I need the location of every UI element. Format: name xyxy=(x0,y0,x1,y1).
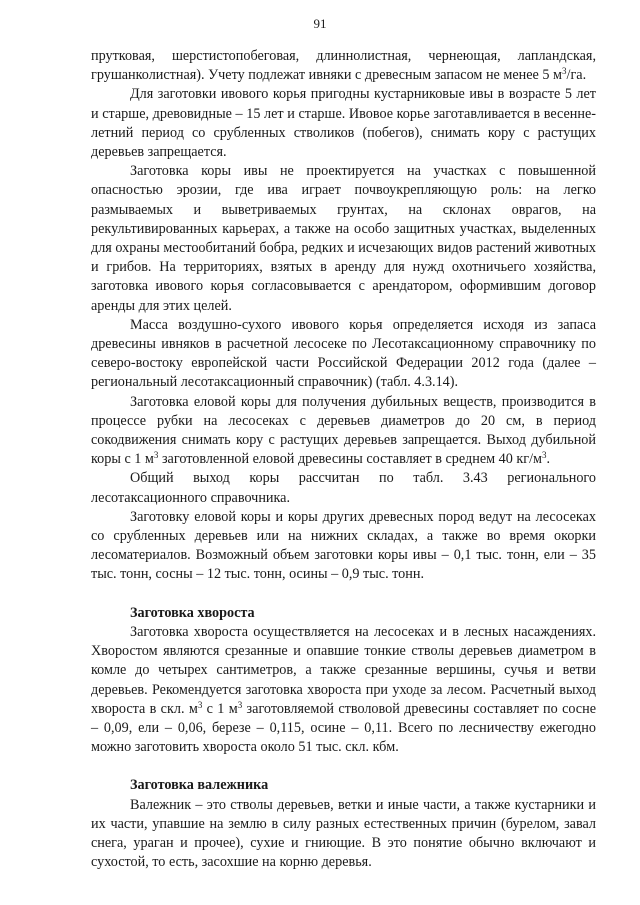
paragraph-deadwood: Валежник – это стволы деревьев, ветки и иные части, а также кустарники и их части, упавшие на землю в силу разных естественных причин (бурелом, завал снега, ураган и прочее), сухие и гниющие. В это понятие обычно включают и сухостой, то есть, засохшие на корню деревья. xyxy=(91,796,596,871)
paragraph-bark-volume: Заготовку еловой коры и коры других древесных пород ведут на лесосеках со срубленных деревьев или на нижних складах, а также во время окорки лесоматериалов. Возможный объем заготовки коры ивы – 0,1 тыс. тонн, ели – 35 тыс. тонн, сосны – 12 тыс. тонн, осины – 0,9 тыс. тонн. xyxy=(91,508,596,583)
paragraph-brushwood: Заготовка хвороста осуществляется на лесосеках и в лесных насаждениях. Хворостом являются срезанные и опавшие тонкие стволы деревьев диаметром в комле до четырех сантиметров, а также срезанные вершины, сучья и ветви деревьев. Рекомендуется заготовка хвороста при уходе за лесом. Расчетный выход хвороста в скл. $м^3$ с 1 $м^3$ заготовляемой стволовой древесины составляет по сосне – 0,09, ели – 0,06, березе – 0,115, осине – 0,11. Всего по лесничеству ежегодно можно заготовить хвороста около 51 тыс. скл. кбм. xyxy=(91,623,596,756)
paragraph-erosion-restrictions: Заготовка коры ивы не проектируется на участках с повышенной опасностью эрозии, где ива играет почвоукрепляющую роль: на легко размываемых и выветриваемых грунтах, на склонах оврагов, на рекультивированных карьерах, а также на особо защитных участках, выделенных для охраны местообитаний бобра, редких и исчезающих видов растений животных и грибов. На территориях, взятых в аренду для нужд охотничьего хозяйства, заготовка ивового корья согласовывается с арендатором, оформившим договор аренды для этих целей. xyxy=(91,163,596,314)
page-number: 91 xyxy=(313,16,327,31)
paragraph-bark-mass: Масса воздушно-сухого ивового корья определяется исходя из запаса древесины ивняков в расчетной лесосеке по Лесотаксационному справочнику по северо-востоку европейской части Российской Федерации 2012 года (далее – региональный лесотаксационный справочник) (табл. 4.3.14). xyxy=(91,316,596,391)
section-heading-deadwood: Заготовка валежника xyxy=(130,777,269,794)
paragraph-willow-bark-age: Для заготовки ивового корья пригодны кустарниковые ивы в возрасте 5 лет и старше, древовидные – 15 лет и старше. Ивовое корье заготавливается в весенне-летний период со срубленных стволиков (побегов), снимать кору с растущих деревьев запрещается. xyxy=(91,86,596,161)
paragraph-total-yield: Общий выход коры рассчитан по табл. 3.43 регионального лесотаксационного справочника. xyxy=(91,470,596,506)
paragraph-spruce-bark: Заготовка еловой коры для получения дубильных веществ, производится в процессе рубки на лесосеках с деревьев диаметров до 20 см, в период сокодвижения снимать кору с растущих деревьев запрещается. Выход дубильной коры с 1 $м^3$ заготовленной еловой древесины составляет в среднем 40 $кг/м^3$. xyxy=(91,393,596,468)
section-spacer xyxy=(91,585,596,604)
section-heading-brushwood: Заготовка хвороста xyxy=(130,604,255,621)
paragraph-willow-species: прутковая, шерстистопобеговая, длиннолистная, чернеющая, лапландская, грушанколистная). Учету подлежат ивняки с древесным запасом не менее 5 $м^3/га$. xyxy=(91,48,596,84)
page-body xyxy=(91,47,596,872)
section-spacer xyxy=(91,757,596,776)
